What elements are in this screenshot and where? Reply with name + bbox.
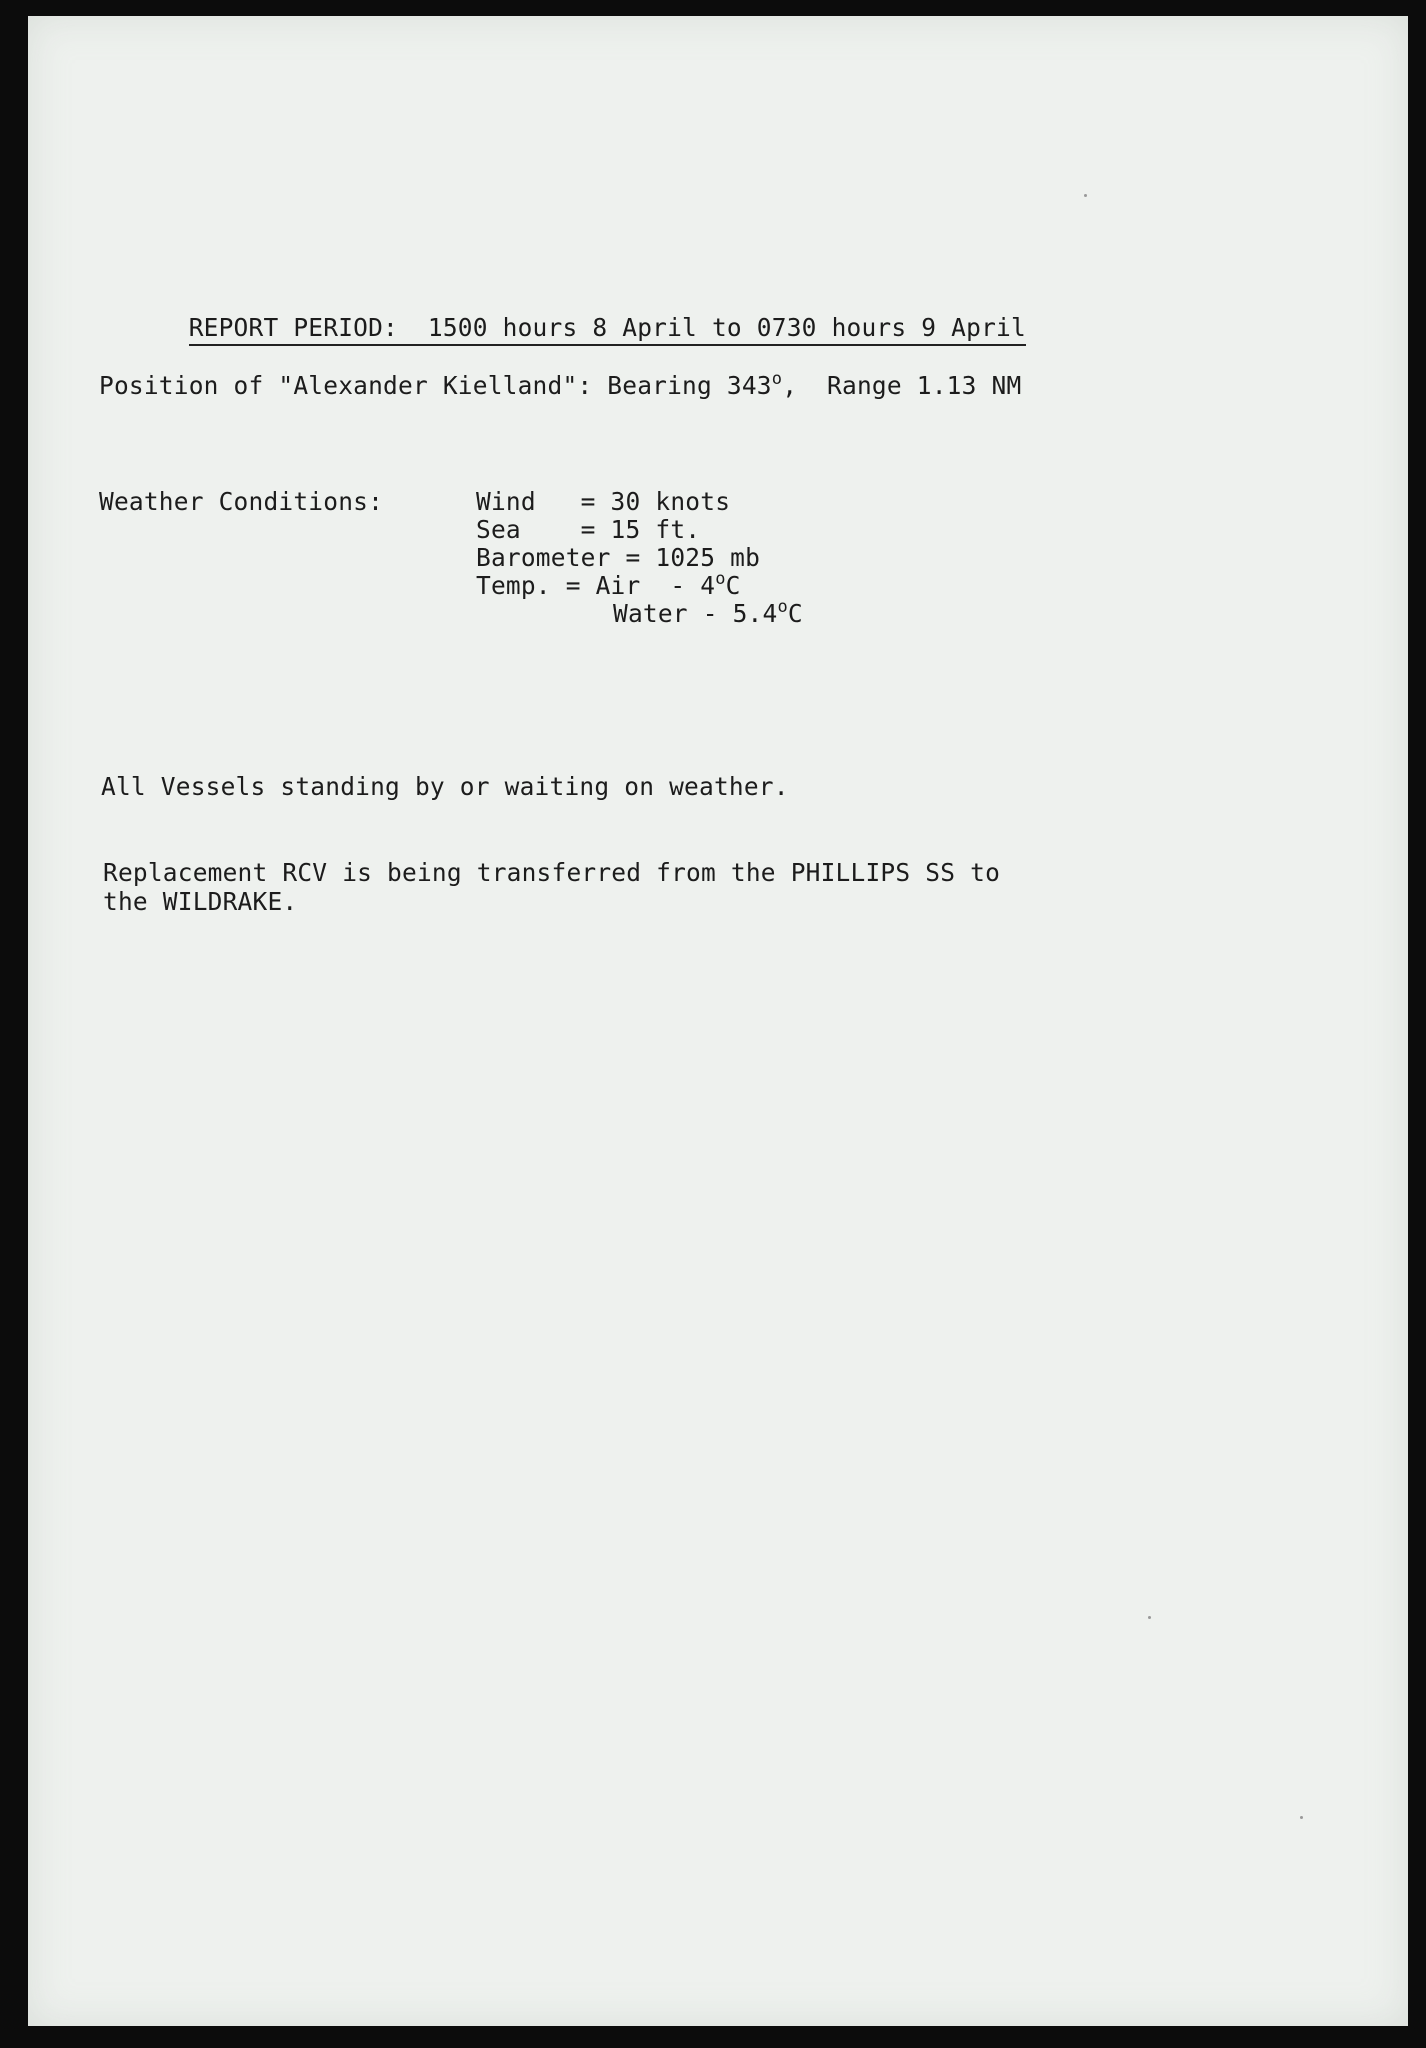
weather-wind: Wind = 30 knots	[476, 487, 731, 516]
paper-speck	[1148, 1616, 1151, 1619]
replacement-line-2: the WILDRAKE.	[103, 887, 298, 916]
weather-barometer: Barometer = 1025 mb	[476, 543, 761, 572]
document-page	[28, 16, 1408, 2026]
vessel-position	[99, 369, 1022, 403]
weather-sea: Sea = 15 ft.	[476, 515, 701, 544]
vessels-status: All Vessels standing by or waiting on weather.	[101, 772, 789, 801]
report-period-heading	[99, 286, 1026, 370]
temp-air-unit: C	[725, 571, 741, 600]
replacement-line-1: Replacement RCV is being transferred from the PHILLIPS SS to	[103, 858, 1001, 887]
paper-speck	[1084, 194, 1087, 197]
temp-water-degree: o	[777, 597, 788, 617]
weather-label: Weather Conditions:	[99, 487, 384, 516]
paper-speck	[1300, 1816, 1303, 1819]
temp-air-text: Temp. = Air - 4	[476, 571, 716, 600]
position-suffix: , Range 1.13 NM	[782, 371, 1022, 400]
position-degree: o	[771, 369, 783, 389]
weather-temp-water	[613, 597, 803, 631]
temp-water-unit: C	[787, 599, 803, 628]
temp-water-text: Water - 5.4	[613, 599, 778, 628]
report-period-text: REPORT PERIOD: 1500 hours 8 April to 0730 hours 9 April	[189, 313, 1026, 346]
temp-air-degree: o	[715, 569, 726, 589]
position-prefix: Position of "Alexander Kielland": Bearing 343	[99, 371, 772, 400]
